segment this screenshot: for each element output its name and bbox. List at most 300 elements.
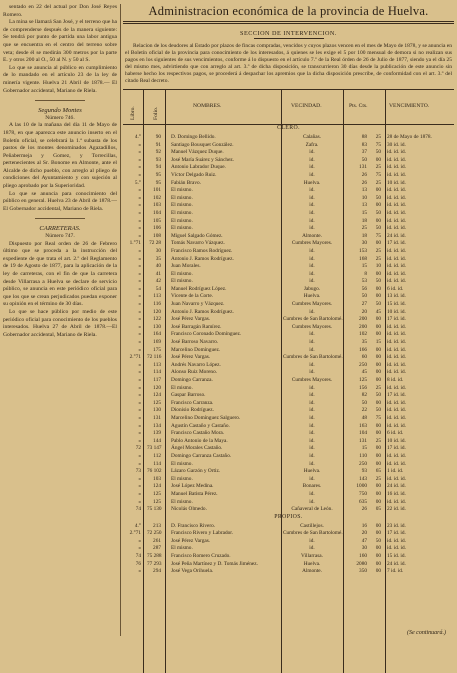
cell-centimos: 00 — [375, 483, 381, 490]
cell-pesetas: 60 — [361, 354, 367, 361]
cell-folio: 116 — [153, 301, 161, 308]
cell-libro: » — [138, 430, 141, 437]
cell-folio: 35 — [155, 255, 161, 262]
cell-vecindad: id. — [309, 217, 315, 224]
cell-nombre: Dionisio Rodríguez. — [171, 407, 214, 414]
cell-pesetas: 160 — [359, 553, 367, 560]
cell-vencimiento: 28 de Mayo de 1878. — [387, 134, 432, 140]
cell-pesetas: 50 — [361, 156, 367, 163]
cell-nombre: Ángel Morales Castaño. — [171, 445, 223, 452]
cell-centimos: 50 — [375, 278, 381, 285]
main-column — [123, 2, 454, 638]
cell-vecindad: id. — [309, 247, 315, 254]
cell-pesetas: 88 — [361, 134, 367, 140]
cell-folio: 113 — [153, 361, 161, 368]
cell-nombre: El mismo. — [171, 187, 193, 194]
cell-vencimiento: id. id. id. — [387, 270, 406, 277]
cell-folio: 124 — [153, 483, 161, 490]
cell-vecindad: id. — [309, 445, 315, 452]
cell-vencimiento: id. id. id. — [387, 422, 406, 429]
cell-vencimiento: id. id. id. — [387, 339, 406, 346]
cell-centimos: 50 — [375, 537, 381, 544]
cell-nombre: D. Domingo Bellido. — [171, 134, 216, 140]
group-name: PROPIOS. — [274, 513, 303, 520]
table-row — [123, 377, 454, 385]
table-row — [123, 400, 454, 408]
cell-centimos: 25 — [375, 437, 381, 444]
cell-pesetas: 131 — [359, 437, 367, 444]
cell-pesetas: 350 — [359, 568, 367, 575]
cell-pesetas: 250 — [359, 460, 367, 467]
cell-pesetas: 83 — [361, 141, 367, 148]
cell-vecindad: id. — [309, 414, 315, 421]
cell-nombre: Santiago Bousquet González. — [171, 141, 234, 148]
cell-libro: » — [138, 164, 141, 171]
cell-libro: » — [138, 270, 141, 277]
cell-vencimiento: 17 id. id. — [387, 392, 406, 399]
table-row — [123, 561, 454, 569]
cell-nombre: El mismo. — [171, 202, 193, 209]
cell-nombre: José Pérez Vargas. — [171, 537, 211, 544]
cell-libro: 5.° — [134, 179, 141, 186]
table-row — [123, 301, 454, 309]
cell-libro: » — [138, 392, 141, 399]
cell-centimos: 00 — [375, 369, 381, 376]
cell-folio: 169 — [153, 339, 161, 346]
cell-nombre: José María Suárez y Sánchez. — [171, 156, 235, 163]
cell-nombre: El mismo. — [171, 498, 193, 505]
cell-pesetas: 26 — [361, 171, 367, 178]
cell-pesetas: 20 — [361, 530, 367, 537]
section-number-747: Número 747. — [45, 233, 75, 240]
cell-centimos: 65 — [375, 468, 381, 475]
cell-vencimiento: id. id. id. — [387, 452, 406, 459]
cell-libro: » — [138, 316, 141, 323]
cell-nombre: El mismo. — [171, 217, 193, 224]
cell-pesetas: 166 — [359, 346, 367, 353]
cell-vecindad: Castillejos. — [300, 522, 324, 529]
cell-centimos: 00 — [375, 545, 381, 552]
cell-vecindad: id. — [309, 475, 315, 482]
column-paragraph: Lo que se anuncia para conocimiento del público en general. Huelva 23 de Abril de 1878.—El Gobernador accidental, Mariano de Riela. — [3, 190, 117, 212]
cell-nombre: José Pérez Vargas. — [171, 354, 211, 361]
table-row — [123, 316, 454, 324]
cell-vecindad: id. — [309, 194, 315, 201]
cell-vecindad: id. — [309, 369, 315, 376]
cell-vecindad: Cumbres Mayores. — [291, 323, 333, 330]
cell-vecindad: id. — [309, 498, 315, 505]
cell-centimos: 25 — [375, 164, 381, 171]
cell-vecindad: Villarrasa. — [301, 553, 323, 560]
cell-libro: » — [138, 232, 141, 239]
cell-libro: » — [138, 490, 141, 497]
cell-pesetas: 635 — [359, 498, 367, 505]
cell-pesetas: 110 — [359, 452, 367, 459]
cell-folio: 113 — [153, 293, 161, 300]
title-rule-thin — [123, 23, 454, 24]
cell-folio: 101 — [153, 187, 161, 194]
cell-folio: 90 — [155, 134, 161, 140]
cell-centimos: 00 — [375, 361, 381, 368]
page-title: Administracion económica de la provincia de Huelva. — [148, 4, 429, 18]
table-row — [123, 530, 454, 538]
cell-libro: » — [138, 194, 141, 201]
table-row — [123, 157, 454, 165]
cell-centimos: 00 — [375, 522, 381, 529]
cell-pesetas: 26 — [361, 179, 367, 186]
cell-libro: 4.° — [134, 134, 141, 140]
cell-vecindad: Almonte. — [302, 232, 322, 239]
cell-nombre: Tomás Navarro Vázquez. — [171, 240, 225, 247]
cell-nombre: Francisco Coronado Domínguez. — [171, 331, 242, 338]
cell-nombre: Vicente de la Corte. — [171, 293, 214, 300]
cell-vencimiento: 1 id. id. — [387, 468, 404, 475]
cell-centimos: 75 — [375, 414, 381, 421]
cell-folio: 40 — [155, 263, 161, 270]
cell-pesetas: 13 — [361, 202, 367, 209]
cell-centimos: 50 — [375, 209, 381, 216]
cell-centimos: 00 — [375, 399, 381, 406]
cell-nombre: Víctor Delgado Ruiz. — [171, 171, 217, 178]
table-row — [123, 134, 454, 142]
cell-libro: » — [138, 331, 141, 338]
cell-vencimiento: 15 id. id. — [387, 301, 406, 308]
cell-vencimiento: 24 id. id. — [387, 232, 406, 239]
cell-centimos: 00 — [375, 331, 381, 338]
col-header-vencimiento: VENCIMIENTO. — [389, 103, 430, 109]
cell-pesetas: 93 — [361, 468, 367, 475]
cell-vencimiento: 8 id. id. — [387, 377, 404, 383]
table-row — [123, 523, 454, 531]
cell-vencimiento: 17 id. id. — [387, 240, 406, 247]
table-row — [123, 331, 454, 339]
cell-pesetas: 2080 — [356, 560, 367, 567]
cell-pesetas: 250 — [359, 361, 367, 368]
cell-libro: » — [138, 346, 141, 353]
cell-vencimiento: id. id. id. — [387, 354, 406, 361]
cell-folio: 114 — [153, 369, 161, 376]
cell-libro: 2.°71 — [129, 530, 141, 537]
cell-nombre: Domingo Carranza. — [171, 377, 213, 383]
cell-pesetas: 45 — [361, 369, 367, 376]
cell-folio: 125 — [153, 490, 161, 497]
cell-vencimiento: 15 id. id. — [387, 553, 406, 560]
cell-nombre: Francisco Romero Cruzado. — [171, 553, 231, 560]
cell-libro: » — [138, 308, 141, 315]
cell-vencimiento: 17 id. id. — [387, 316, 406, 323]
cell-centimos: 00 — [375, 422, 381, 429]
cell-pesetas: 25 — [361, 225, 367, 232]
cell-libro: » — [138, 339, 141, 346]
table-row — [123, 499, 454, 507]
section-subtitle: SECCION DE INTERVENCION. — [240, 30, 337, 37]
cell-libro: » — [138, 361, 141, 368]
cell-folio: 112 — [153, 452, 161, 459]
cell-pesetas: 47 — [361, 537, 367, 544]
cell-centimos: 00 — [375, 568, 381, 575]
cell-vencimiento: id. id. id. — [387, 194, 406, 201]
continued-note: (Se continuará.) — [407, 630, 446, 636]
cell-centimos: 00 — [375, 445, 381, 452]
cell-vencimiento: 6 id. id. — [387, 285, 404, 292]
table-row — [123, 240, 454, 248]
cell-libro: » — [138, 255, 141, 262]
cell-vencimiento: id. id. id. — [387, 537, 406, 544]
cell-nombre: José Pérez Vargas. — [171, 316, 211, 323]
cell-vencimiento: id. id. id. — [387, 346, 406, 353]
table-row — [123, 164, 454, 172]
cell-vecindad: id. — [309, 430, 315, 437]
table-row — [123, 362, 454, 370]
table-row — [123, 506, 454, 514]
cell-vecindad: id. — [309, 545, 315, 552]
cell-nombre: José Peña Martínez y D. Tomás Jiménez. — [171, 560, 258, 567]
cell-pesetas: 56 — [361, 285, 367, 292]
cell-folio: 91 — [155, 141, 161, 148]
section-number-746: Número 746. — [45, 114, 75, 121]
table-row — [123, 293, 454, 301]
cell-centimos: 00 — [375, 560, 381, 567]
cell-vecindad: id. — [309, 437, 315, 444]
cell-libro: » — [138, 187, 141, 194]
cell-pesetas: 156 — [359, 384, 367, 391]
col-header-pts: Pts. Cts. — [349, 103, 368, 109]
cell-folio: 75 288 — [147, 553, 162, 560]
cell-libro: » — [138, 545, 141, 552]
column-paragraph: sentado en 22 del actual por Don José Reyes Romero. — [3, 4, 117, 18]
cell-nombre: José Barroso Navarro. — [171, 339, 219, 346]
table-row — [123, 385, 454, 393]
cell-centimos: 00 — [375, 490, 381, 497]
cell-vencimiento: id. id. id. — [387, 399, 406, 406]
table-row — [123, 263, 454, 271]
cell-nombre: Antonio J. Ramos Rodríguez. — [171, 308, 234, 315]
cell-centimos: 50 — [375, 194, 381, 201]
cell-centimos: 00 — [375, 156, 381, 163]
cell-pesetas: 125 — [359, 377, 367, 383]
cell-vencimiento: 17 id. id. — [387, 445, 406, 452]
cell-centimos: 00 — [375, 346, 381, 353]
cell-centimos: 00 — [375, 498, 381, 505]
cell-libro: 73 — [135, 468, 141, 475]
cell-vencimiento: 24 id. id. — [387, 483, 406, 490]
cell-pesetas: 153 — [359, 247, 367, 254]
table-row — [123, 568, 454, 576]
cell-folio: 125 — [153, 498, 161, 505]
column-divider — [120, 4, 121, 636]
cell-nombre: El mismo. — [171, 278, 193, 285]
cell-centimos: 25 — [375, 179, 381, 186]
cell-folio: 73 147 — [147, 445, 162, 452]
cell-folio: 30 — [155, 247, 161, 254]
cell-folio: 75 130 — [147, 506, 162, 513]
column-paragraph: Lo que se hace público por medio de este periódico oficial para conocimiento de los pueblos interesados. Huelva 27 de Abril de 1878.—El Gobernador accidental, Mariano de Riela. — [3, 308, 117, 338]
cell-vecindad: id. — [309, 156, 315, 163]
cell-folio: 103 — [153, 202, 161, 209]
section-title-carreteras: CARRETERAS. — [39, 225, 81, 233]
cell-vencimiento: id. id. id. — [387, 361, 406, 368]
cell-nombre: El mismo. — [171, 475, 193, 482]
col-header-folio: Folio. — [153, 106, 159, 120]
table-row — [123, 218, 454, 226]
table-row — [123, 271, 454, 279]
cell-vencimiento: 10 id. id. — [387, 437, 406, 444]
cell-vecindad: id. — [309, 537, 315, 544]
cell-vecindad: Cumbres Mayores. — [291, 240, 333, 247]
cell-vecindad: id. — [309, 407, 315, 414]
table-row — [123, 195, 454, 203]
cell-vecindad: Cumbres de San Bartolomé. — [283, 354, 343, 361]
cell-centimos: 00 — [375, 452, 381, 459]
cell-nombre: Manuel Rodríguez López. — [171, 285, 227, 292]
cell-libro: » — [138, 141, 141, 148]
cell-folio: 95 — [155, 171, 161, 178]
cell-vecindad: id. — [309, 384, 315, 391]
separator-rule — [35, 218, 85, 219]
table-row — [123, 225, 454, 233]
cell-pesetas: 13 — [361, 187, 367, 194]
cell-centimos: 00 — [375, 217, 381, 224]
cell-vecindad: Calañas. — [302, 134, 322, 140]
cell-nombre: Fabián Bravo. — [171, 179, 202, 186]
table-row — [123, 491, 454, 499]
cell-vecindad: Zafra. — [305, 141, 319, 148]
cell-vecindad: id. — [309, 361, 315, 368]
cell-vencimiento: 23 id. id. — [387, 522, 406, 529]
cell-centimos: 00 — [375, 323, 381, 330]
cell-folio: 120 — [153, 308, 161, 315]
cell-libro: 74 — [135, 506, 141, 513]
cell-libro: » — [138, 278, 141, 285]
cell-folio: 130 — [153, 407, 161, 414]
cell-nombre: Pablo Antonio de la Maya. — [171, 437, 228, 444]
cell-centimos: 00 — [375, 187, 381, 194]
table-row — [123, 248, 454, 256]
cell-folio: 93 — [155, 156, 161, 163]
cell-vecindad: id. — [309, 171, 315, 178]
cell-vecindad: id. — [309, 209, 315, 216]
cell-libro: » — [138, 475, 141, 482]
cell-pesetas: 200 — [359, 323, 367, 330]
cell-libro: 74 — [135, 553, 141, 560]
cell-nombre: Manuel Batista Pérez. — [171, 490, 218, 497]
cell-pesetas: 20 — [361, 308, 367, 315]
cell-pesetas: 15 — [361, 445, 367, 452]
cell-pesetas: 27 — [361, 301, 367, 308]
cell-vecindad: Cumbres Mayores. — [291, 301, 333, 308]
cell-nombre: José Barragán Ramírez. — [171, 323, 222, 330]
cell-nombre: El mismo. — [171, 209, 193, 216]
cell-vecindad: id. — [309, 263, 315, 270]
cell-vencimiento: id. id. id. — [387, 247, 406, 254]
cell-vencimiento: id. id. id. — [387, 545, 406, 552]
cell-centimos: 00 — [375, 460, 381, 467]
cell-libro: » — [138, 369, 141, 376]
cell-vencimiento: id. id. id. — [387, 209, 406, 216]
cell-vecindad: Cumbres de San Bartolomé. — [283, 530, 343, 537]
col-header-libro: Libro. — [130, 106, 136, 120]
cell-folio: 139 — [153, 430, 161, 437]
cell-folio: 134 — [153, 422, 161, 429]
cell-centimos: 25 — [375, 134, 381, 140]
cell-libro: 76 — [135, 560, 141, 567]
cell-folio: 104 — [153, 209, 161, 216]
cell-libro: 72 — [135, 445, 141, 452]
cell-vecindad: id. — [309, 187, 315, 194]
cell-folio: 213 — [153, 522, 161, 529]
table-row — [123, 538, 454, 546]
cell-folio: 105 — [153, 217, 161, 224]
cell-nombre: Francisco Carranza. — [171, 399, 214, 406]
cell-folio: 120 — [153, 384, 161, 391]
cell-vecindad: Huelva. — [303, 560, 321, 567]
cell-pesetas: 10 — [361, 194, 367, 201]
cell-pesetas: 82 — [361, 392, 367, 399]
cell-vencimiento: id. id. id. — [387, 164, 406, 171]
cell-vencimiento: id. id. id. — [387, 384, 406, 391]
cell-pesetas: 37 — [361, 149, 367, 156]
cell-centimos: 00 — [375, 553, 381, 560]
cell-vencimiento: 6 id. id. — [387, 430, 404, 437]
cell-vecindad: id. — [309, 164, 315, 171]
cell-vencimiento: id. id. id. — [387, 475, 406, 482]
cell-centimos: 00 — [375, 270, 381, 277]
cell-vecindad: id. — [309, 308, 315, 315]
cell-vecindad: Cumbres de San Bartolomé. — [283, 316, 343, 323]
cell-folio: 72 116 — [147, 354, 162, 361]
cell-folio: 72 250 — [147, 530, 162, 537]
cell-nombre: El mismo. — [171, 545, 193, 552]
cell-vencimiento: id. id. id. — [387, 407, 406, 414]
cell-nombre: Alonso Ruiz Moreno. — [171, 369, 218, 376]
cell-folio: 54 — [155, 285, 161, 292]
cell-nombre: El mismo. — [171, 225, 193, 232]
cell-libro: » — [138, 209, 141, 216]
cell-libro: » — [138, 285, 141, 292]
cell-vencimiento: id. id. id. — [387, 263, 406, 270]
cell-folio: 76 102 — [147, 468, 162, 475]
cell-centimos: 00 — [375, 285, 381, 292]
col-header-nombres: NOMBRES. — [193, 103, 222, 109]
cell-libro: » — [138, 498, 141, 505]
cell-libro: » — [138, 202, 141, 209]
cell-folio: 103 — [153, 475, 161, 482]
cell-centimos: 25 — [375, 255, 381, 262]
cell-folio: 117 — [153, 377, 161, 383]
table-row — [123, 407, 454, 415]
cell-libro: » — [138, 377, 141, 383]
cell-vecindad: id. — [309, 460, 315, 467]
cell-vencimiento: id. id. id. — [387, 255, 406, 262]
cell-centimos: 00 — [375, 377, 381, 383]
cell-vecindad: Cañaveral de León. — [291, 506, 333, 513]
cell-nombre: Juan Morales. — [171, 263, 201, 270]
cell-libro: » — [138, 217, 141, 224]
table-row — [123, 430, 454, 438]
table-row — [123, 286, 454, 294]
table-row — [123, 453, 454, 461]
table-row — [123, 545, 454, 553]
cell-pesetas: 26 — [361, 506, 367, 513]
cell-vecindad: Huelva. — [303, 179, 321, 186]
title-rule — [123, 21, 454, 22]
cell-nombre: Domingo Carranza Castaño. — [171, 452, 232, 459]
cell-centimos: 75 — [375, 141, 381, 148]
table-row — [123, 423, 454, 431]
cell-nombre: Lázaro Garzón y Ortiz. — [171, 468, 221, 475]
cell-centimos: 00 — [375, 240, 381, 247]
table-row — [123, 468, 454, 476]
